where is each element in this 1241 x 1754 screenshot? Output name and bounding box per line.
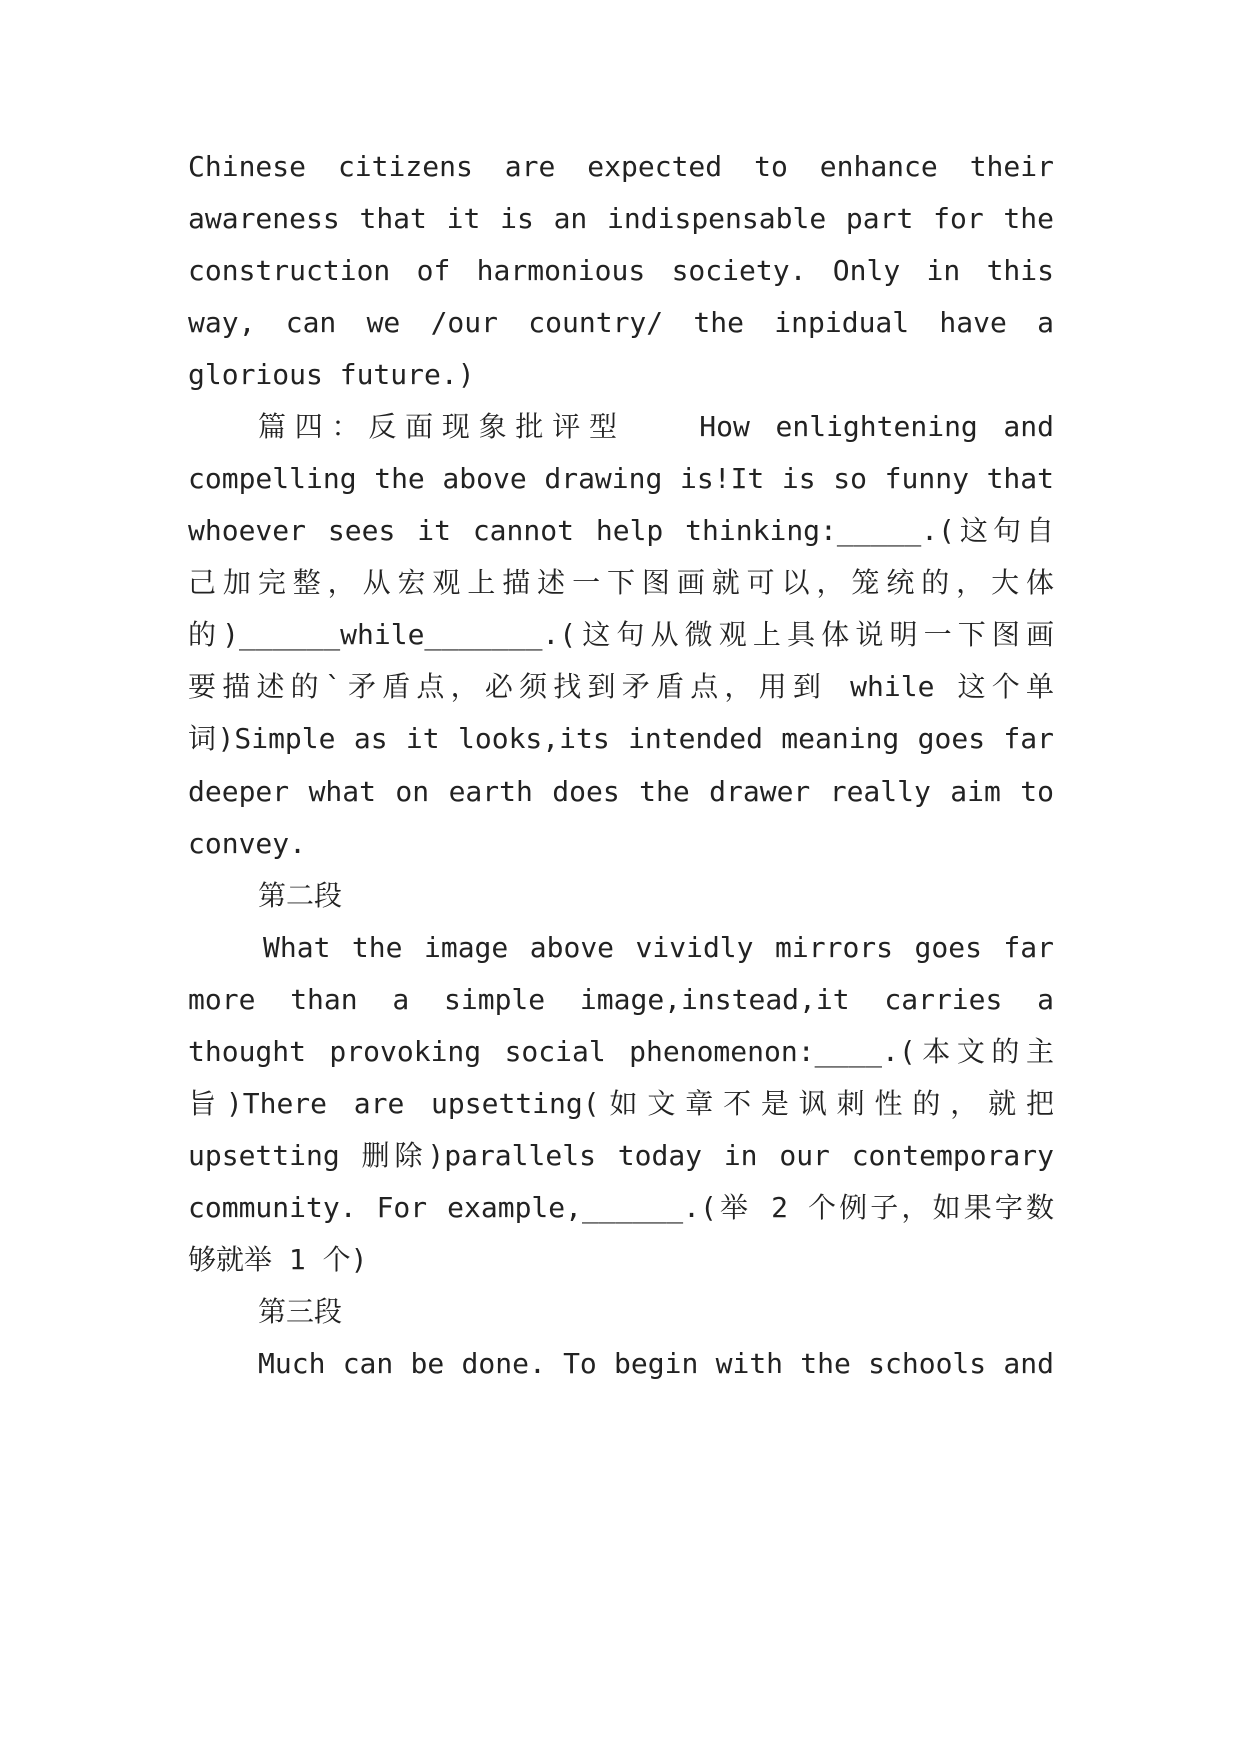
text-line: 要描述的`矛盾点，必须找到矛盾点，用到 while 这个单 <box>188 670 1054 703</box>
text-line: deeper what on earth does the drawer really aim to <box>188 775 1054 808</box>
text-line: 己加完整，从宏观上描述一下图画就可以，笼统的，大体 <box>188 566 1054 599</box>
text-line: way, can we /our country/ the inpidual have a <box>188 306 1054 339</box>
text-line: community. For example,______.(举 2 个例子，如果字数 <box>188 1191 1054 1224</box>
text-line: more than a simple image,instead,it carries a <box>188 983 1054 1016</box>
text-line: Chinese citizens are expected to enhance their <box>188 150 1054 183</box>
text-line: compelling the above drawing is!It is so funny that <box>188 462 1054 495</box>
section-heading-line: 篇四：反面现象批评型 How enlightening and <box>258 410 1054 443</box>
text-line: 够就举 1 个) <box>188 1243 368 1276</box>
text-line: whoever sees it cannot help thinking:_____.(这句自 <box>188 514 1054 547</box>
text-line: awareness that it is an indispensable part for the <box>188 202 1054 235</box>
text-line: construction of harmonious society. Only in this <box>188 254 1054 287</box>
text-line: What the image above vividly mirrors goes far <box>263 931 1054 964</box>
text-line: convey. <box>188 827 307 860</box>
text-line: upsetting 删除)parallels today in our contemporary <box>188 1139 1054 1172</box>
text-line: thought provoking social phenomenon:____.(本文的主 <box>188 1035 1054 1068</box>
text-line: 的)______while_______.(这句从微观上具体说明一下图画 <box>188 618 1054 651</box>
text-line: glorious future.) <box>188 358 475 391</box>
text-line: 旨)There are upsetting(如文章不是讽刺性的，就把 <box>188 1087 1054 1120</box>
text-line: Much can be done. To begin with the schools and <box>258 1347 1054 1380</box>
paragraph-heading: 第二段 <box>258 879 343 912</box>
text-line: 词)Simple as it looks,its intended meaning goes far <box>188 722 1054 755</box>
paragraph-heading: 第三段 <box>258 1295 343 1328</box>
